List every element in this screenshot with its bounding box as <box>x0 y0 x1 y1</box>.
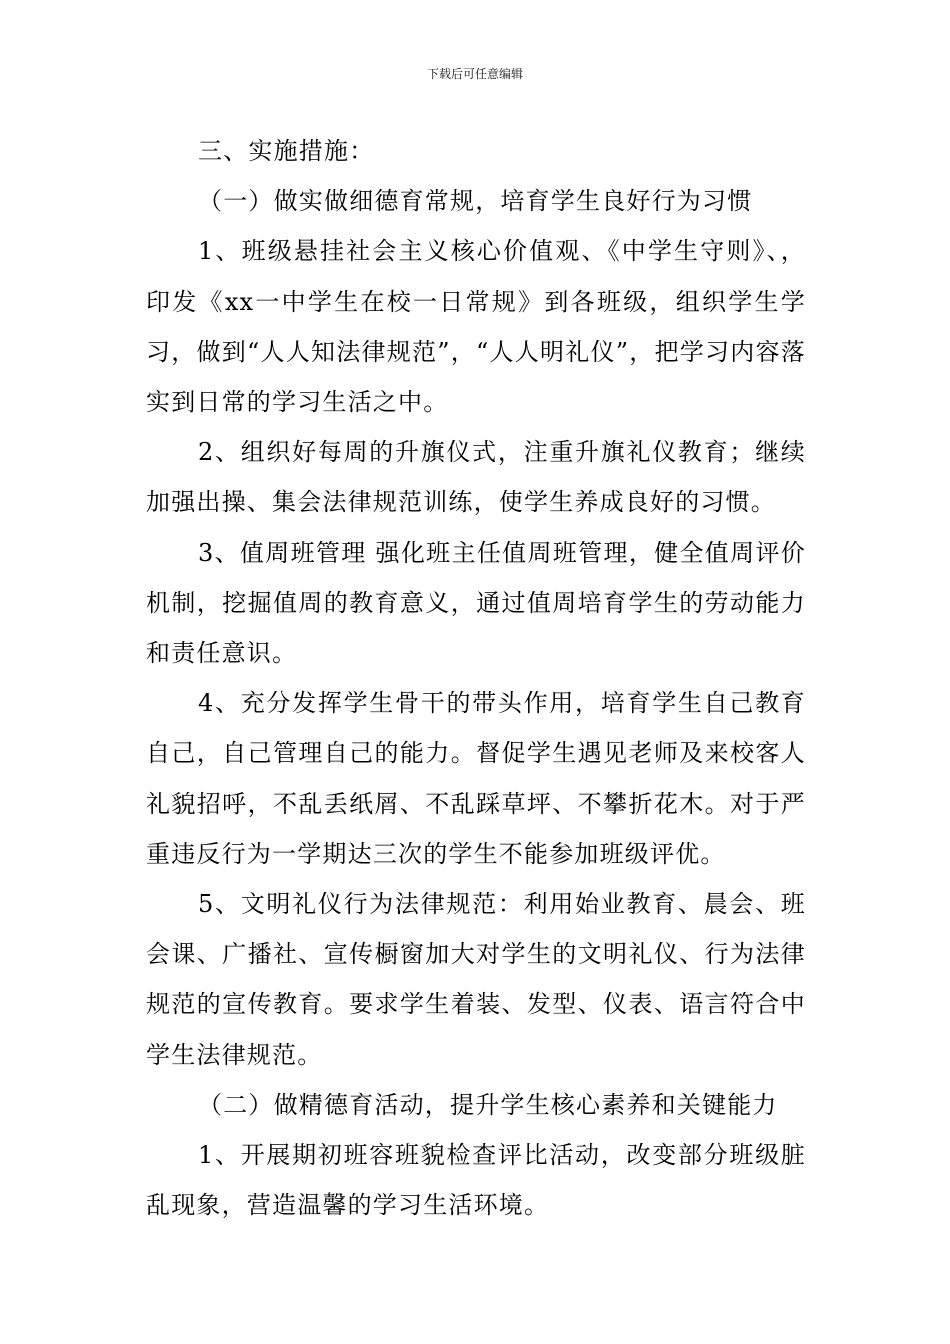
paragraph: 2、组织好每周的升旗仪式，注重升旗礼仪教育；继续加强出操、集会法律规范训练，使学生养成良好的习惯。 <box>146 438 806 517</box>
paragraph: 3、值周班管理 强化班主任值周班管理，健全值周评价机制，挖掘值周的教育意义，通过值周培育学生的劳动能力和责任意识。 <box>146 538 806 668</box>
subsection-heading: （二）做精德育活动，提升学生核心素养和关键能力 <box>198 1090 778 1119</box>
paragraph: 1、班级悬挂社会主义核心价值观、《中学生守则》、，印发《xx一中学生在校一日常规》到各班级，组织学生学习，做到“人人知法律规范”，“人人明礼仪”，把学习内容落实到日常的学习生活之中。 <box>146 237 806 417</box>
paragraph: 4、充分发挥学生骨干的带头作用，培育学生自己教育自己，自己管理自己的能力。督促学生遇见老师及来校客人礼貌招呼，不乱丢纸屑、不乱踩草坪、不攀折花木。对于严重违反行为一学期达三次的学生不能参加班级评优。 <box>146 689 806 868</box>
section-heading: 三、实施措施： <box>198 137 375 165</box>
paragraph: 1、开展期初班容班貌检查评比活动，改变部分班级脏乱现象，营造温馨的学习生活环境。 <box>146 1141 806 1220</box>
document-body <box>146 126 806 1230</box>
subsection-heading: （一）做实做细德育常规，培育学生良好行为习惯 <box>198 187 753 216</box>
page-header-note: 下载后可任意编辑 <box>426 67 523 81</box>
paragraph: 5、文明礼仪行为法律规范：利用始业教育、晨会、班会课、广播社、宣传橱窗加大对学生的文明礼仪、行为法律规范的宣传教育。要求学生着装、发型、仪表、语言符合中学生法律规范。 <box>146 890 806 1069</box>
